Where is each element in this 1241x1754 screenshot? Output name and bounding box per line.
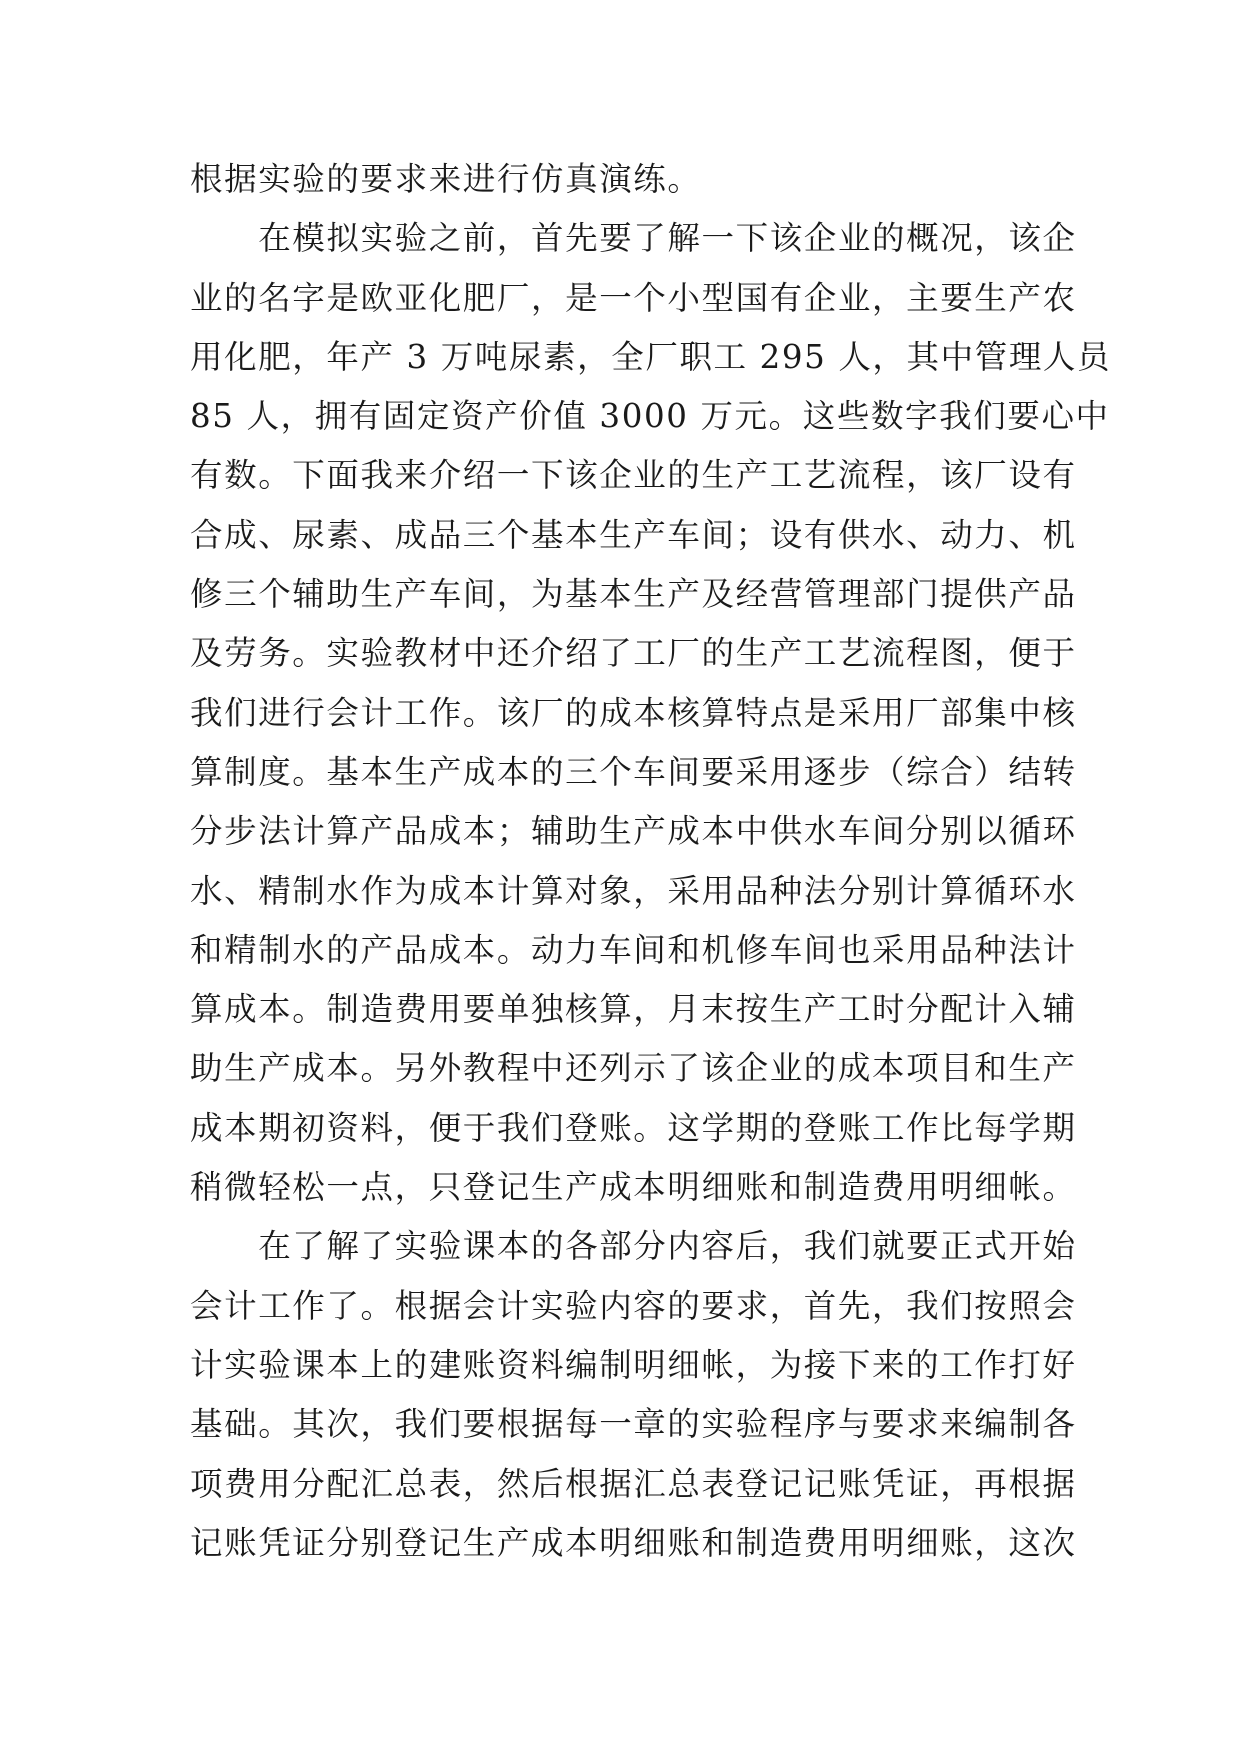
- text-line: 会计工作了。根据会计实验内容的要求，首先，我们按照会: [190, 1286, 1077, 1325]
- body-text: [190, 150, 1112, 1573]
- text-line: 业的名字是欧亚化肥厂，是一个小型国有企业，主要生产农: [190, 278, 1077, 317]
- text-line: 助生产成本。另外教程中还列示了该企业的成本项目和生产: [190, 1049, 1077, 1088]
- text-line: 及劳务。实验教材中还介绍了工厂的生产工艺流程图，便于: [190, 634, 1077, 673]
- text-line: 我们进行会计工作。该厂的成本核算特点是采用厂部集中核: [190, 693, 1077, 732]
- text-line: 水、精制水作为成本计算对象，采用品种法分别计算循环水: [190, 871, 1077, 910]
- text-line: 基础。其次，我们要根据每一章的实验程序与要求来编制各: [190, 1405, 1077, 1444]
- text-line: 85 人，拥有固定资产价值 3000 万元。这些数字我们要心中: [190, 397, 1110, 436]
- text-line: 在模拟实验之前，首先要了解一下该企业的概况，该企: [190, 219, 1077, 258]
- text-line: 分步法计算产品成本；辅助生产成本中供水车间分别以循环: [190, 812, 1077, 851]
- text-line: 用化肥，年产 3 万吨尿素，全厂职工 295 人，其中管理人员: [190, 337, 1112, 376]
- text-line: 算制度。基本生产成本的三个车间要采用逐步（综合）结转: [190, 752, 1077, 791]
- text-line: 根据实验的要求来进行仿真演练。: [190, 160, 702, 198]
- text-line: 和精制水的产品成本。动力车间和机修车间也采用品种法计: [190, 930, 1077, 969]
- text-line: 合成、尿素、成品三个基本生产车间；设有供水、动力、机: [190, 515, 1077, 554]
- text-line: 有数。下面我来介绍一下该企业的生产工艺流程，该厂设有: [190, 456, 1077, 495]
- text-line: 算成本。制造费用要单独核算，月末按生产工时分配计入辅: [190, 990, 1077, 1029]
- text-line: 在了解了实验课本的各部分内容后，我们就要正式开始: [190, 1227, 1077, 1266]
- text-line: 稍微轻松一点，只登记生产成本明细账和制造费用明细帐。: [190, 1168, 1077, 1207]
- text-line: 计实验课本上的建账资料编制明细帐，为接下来的工作打好: [190, 1345, 1077, 1384]
- text-line: 记账凭证分别登记生产成本明细账和制造费用明细账，这次: [190, 1523, 1077, 1562]
- text-line: 项费用分配汇总表，然后根据汇总表登记记账凭证，再根据: [190, 1464, 1077, 1503]
- text-line: 修三个辅助生产车间，为基本生产及经营管理部门提供产品: [190, 575, 1077, 614]
- text-line: 成本期初资料，便于我们登账。这学期的登账工作比每学期: [190, 1108, 1077, 1147]
